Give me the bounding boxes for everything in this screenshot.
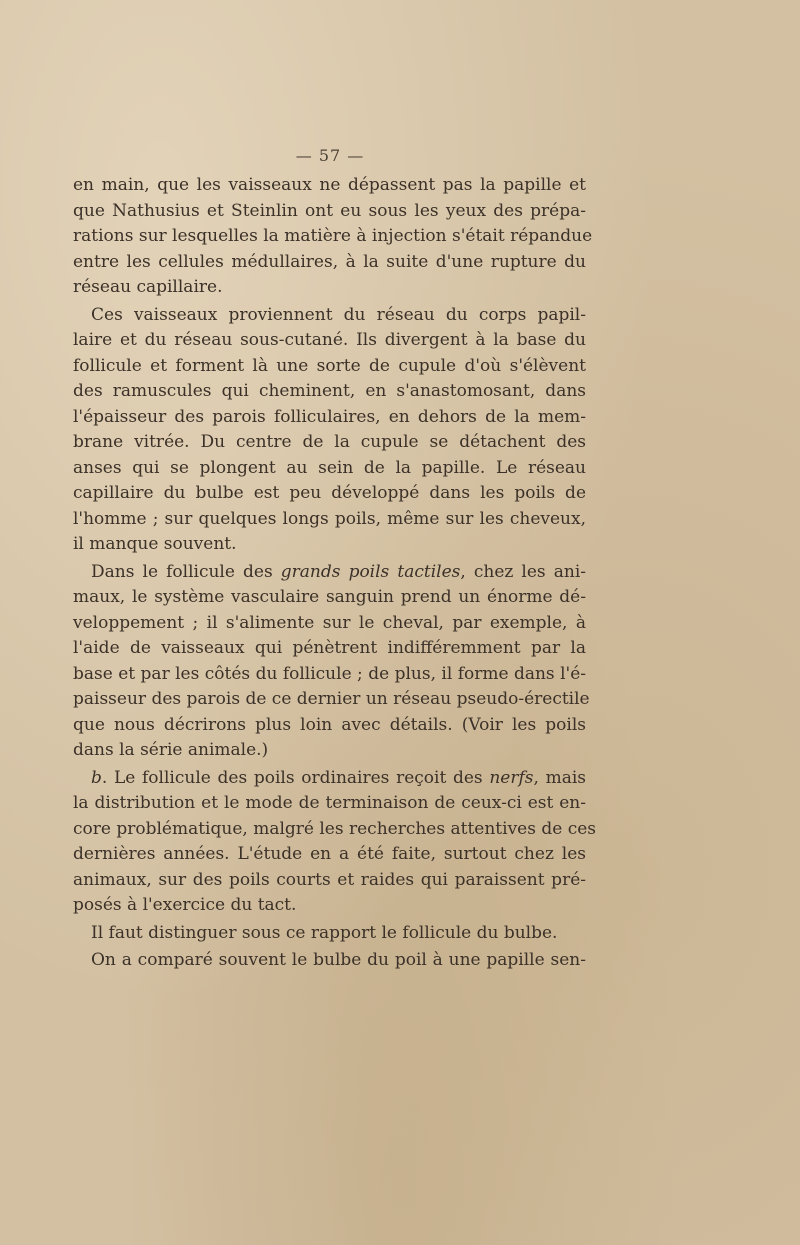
text-line: anses qui se plongent au sein de la papille. Le réseau — [73, 457, 586, 478]
page-number: — 57 — — [295, 146, 365, 165]
text-line: que Nathusius et Steinlin ont eu sous les yeux des prépa- — [73, 200, 586, 221]
text-segment: , chez les ani- — [460, 561, 587, 582]
text-line: en main, que les vaisseaux ne dépassent pas la papille et — [73, 175, 586, 195]
text-segment: . Le follicule des poils ordinaires reçoit des — [101, 767, 490, 788]
text-segment: , mais — [533, 767, 586, 788]
text-line: que nous décrirons plus loin avec détails. (Voir les poils — [73, 714, 586, 735]
text-line: l'aide de vaisseaux qui pénètrent indifféremment par la — [73, 638, 586, 658]
text-line: posés à l'exercice du tact. — [73, 895, 297, 915]
text-line: il manque souvent. — [73, 534, 237, 554]
italic-term: grands poils tactiles — [280, 561, 461, 582]
text-line: l'homme ; sur quelques longs poils, même sur les cheveux, — [73, 508, 586, 529]
text-segment: Dans le follicule des — [91, 561, 281, 582]
text-line: paisseur des parois de ce dernier un réseau pseudo-érectile — [73, 689, 590, 709]
italic-term: nerfs — [489, 767, 534, 788]
text-line: des ramuscules qui cheminent, en s'anastomosant, dans — [73, 381, 586, 401]
text-line: animaux, sur des poils courts et raides qui paraissent pré- — [73, 869, 586, 890]
text-line: On a comparé souvent le bulbe du poil à une papille sen- — [91, 950, 586, 970]
text-line: laire et du réseau sous-cutané. Ils divergent à la base du — [73, 330, 586, 350]
text-line: Il faut distinguer sous ce rapport le follicule du bulbe. — [91, 922, 558, 943]
text-line: entre les cellules médullaires, à la suite d'une rupture du — [73, 251, 586, 272]
text-line: dernières années. L'étude en a été faite, surtout chez les — [73, 844, 586, 864]
italic-letter: b — [91, 767, 102, 788]
text-line: follicule et forment là une sorte de cupule d'où s'élèvent — [73, 355, 586, 376]
text-line: rations sur lesquelles la matière à injection s'était répandue — [73, 226, 593, 246]
text-line — [73, 766, 586, 792]
text-line: core problématique, malgré les recherches attentives de ces — [73, 818, 597, 839]
text-line: dans la série animale.) — [73, 740, 269, 760]
text-line: capillaire du bulbe est peu développé dans les poils de — [73, 483, 586, 503]
text-line: base et par les côtés du follicule ; de plus, il forme dans l'é- — [73, 663, 586, 684]
text-line: la distribution et le mode de terminaison de ceux-ci est en- — [73, 793, 586, 813]
text-line — [73, 560, 586, 586]
body-text — [73, 173, 597, 974]
text-line: réseau capillaire. — [73, 277, 223, 297]
text-line: l'épaisseur des parois folliculaires, en dehors de la mem- — [73, 406, 586, 427]
text-line: Ces vaisseaux proviennent du réseau du corps papil- — [91, 304, 586, 325]
text-line: veloppement ; il s'alimente sur le cheval, par exemple, à — [73, 612, 586, 633]
text-line: brane vitrée. Du centre de la cupule se détachent des — [73, 432, 586, 452]
text-line: maux, le système vasculaire sanguin prend un énorme dé- — [73, 587, 586, 607]
